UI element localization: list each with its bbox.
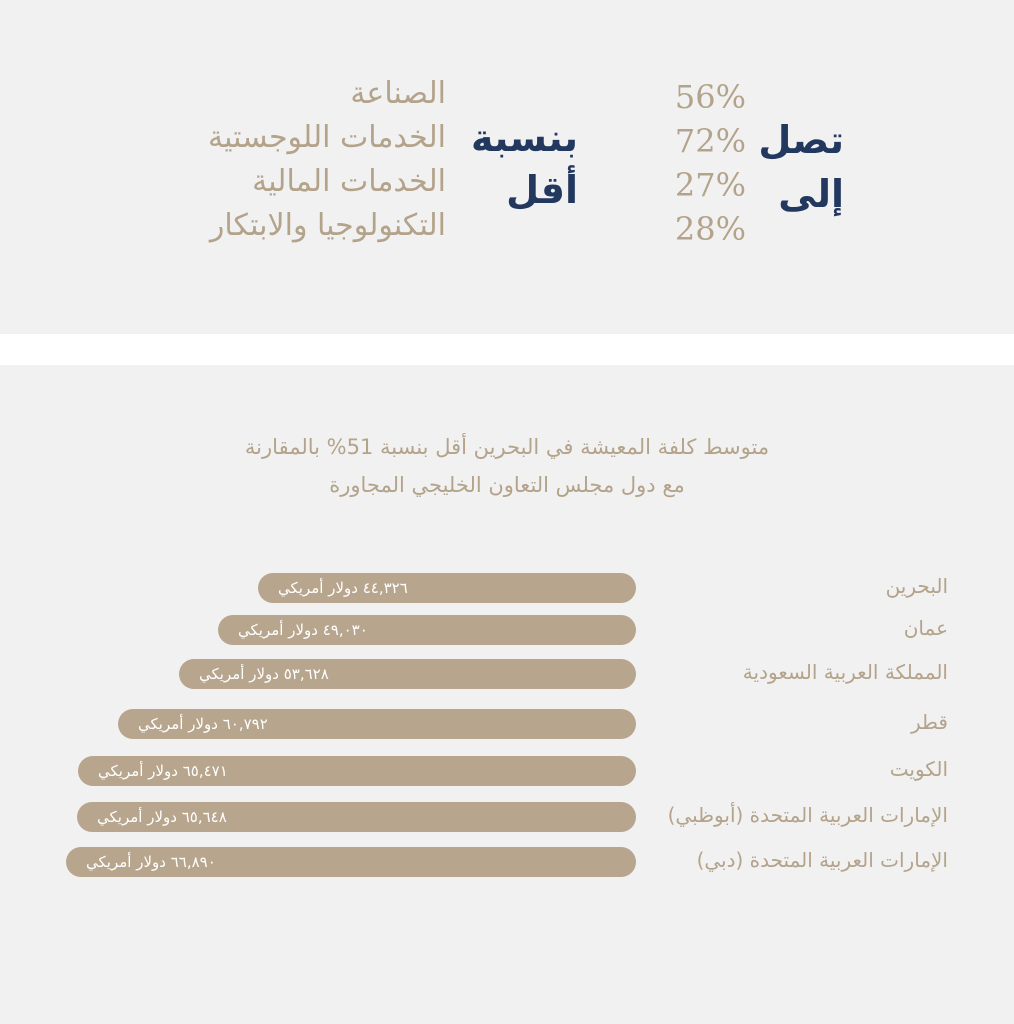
category-label: المملكة العربية السعودية [742, 660, 948, 684]
sector-industry: الصناعة [350, 76, 446, 111]
heading-reach: تصل [758, 118, 844, 162]
cost-of-living-chart-panel [0, 365, 1014, 1024]
category-label: عمان [903, 616, 948, 640]
bar-value-label: ٦٠,٧٩٢ دولار أمريكي [138, 715, 268, 733]
heading-to: إلى [778, 172, 844, 216]
bar-value-label: ٤٩,٠٣٠ دولار أمريكي [238, 621, 368, 639]
chart-title-line-2: مع دول مجلس التعاون الخليجي المجاورة [329, 473, 685, 497]
percentage-finance: 27% [674, 166, 746, 204]
category-label: الإمارات العربية المتحدة (دبي) [696, 848, 948, 872]
heading-less: أقل [506, 168, 578, 212]
highlights-panel [0, 0, 1014, 334]
category-label: قطر [910, 710, 948, 734]
bar-value-label: ٥٣,٦٢٨ دولار أمريكي [199, 665, 329, 683]
category-label: البحرين [885, 574, 948, 598]
bar-value-label: ٦٦,٨٩٠ دولار أمريكي [86, 853, 216, 871]
bar-value-label: ٦٥,٦٤٨ دولار أمريكي [97, 808, 227, 826]
category-label: الإمارات العربية المتحدة (أبوظبي) [667, 803, 948, 827]
heading-by-rate: بنسبة [470, 116, 578, 160]
percentage-technology: 28% [674, 210, 746, 248]
bar-value-label: ٦٥,٤٧١ دولار أمريكي [98, 762, 228, 780]
percentage-logistics: 72% [674, 122, 746, 160]
sector-finance: الخدمات المالية [252, 164, 446, 199]
sector-technology: التكنولوجيا والابتكار [209, 208, 446, 243]
percentage-industry: 56% [674, 78, 746, 116]
chart-title-line-1: متوسط كلفة المعيشة في البحرين أقل بنسبة 51% بالمقارنة [244, 435, 770, 459]
sector-logistics: الخدمات اللوجستية [208, 120, 446, 155]
bar-value-label: ٤٤,٣٢٦ دولار أمريكي [278, 579, 408, 597]
category-label: الكويت [889, 757, 948, 781]
